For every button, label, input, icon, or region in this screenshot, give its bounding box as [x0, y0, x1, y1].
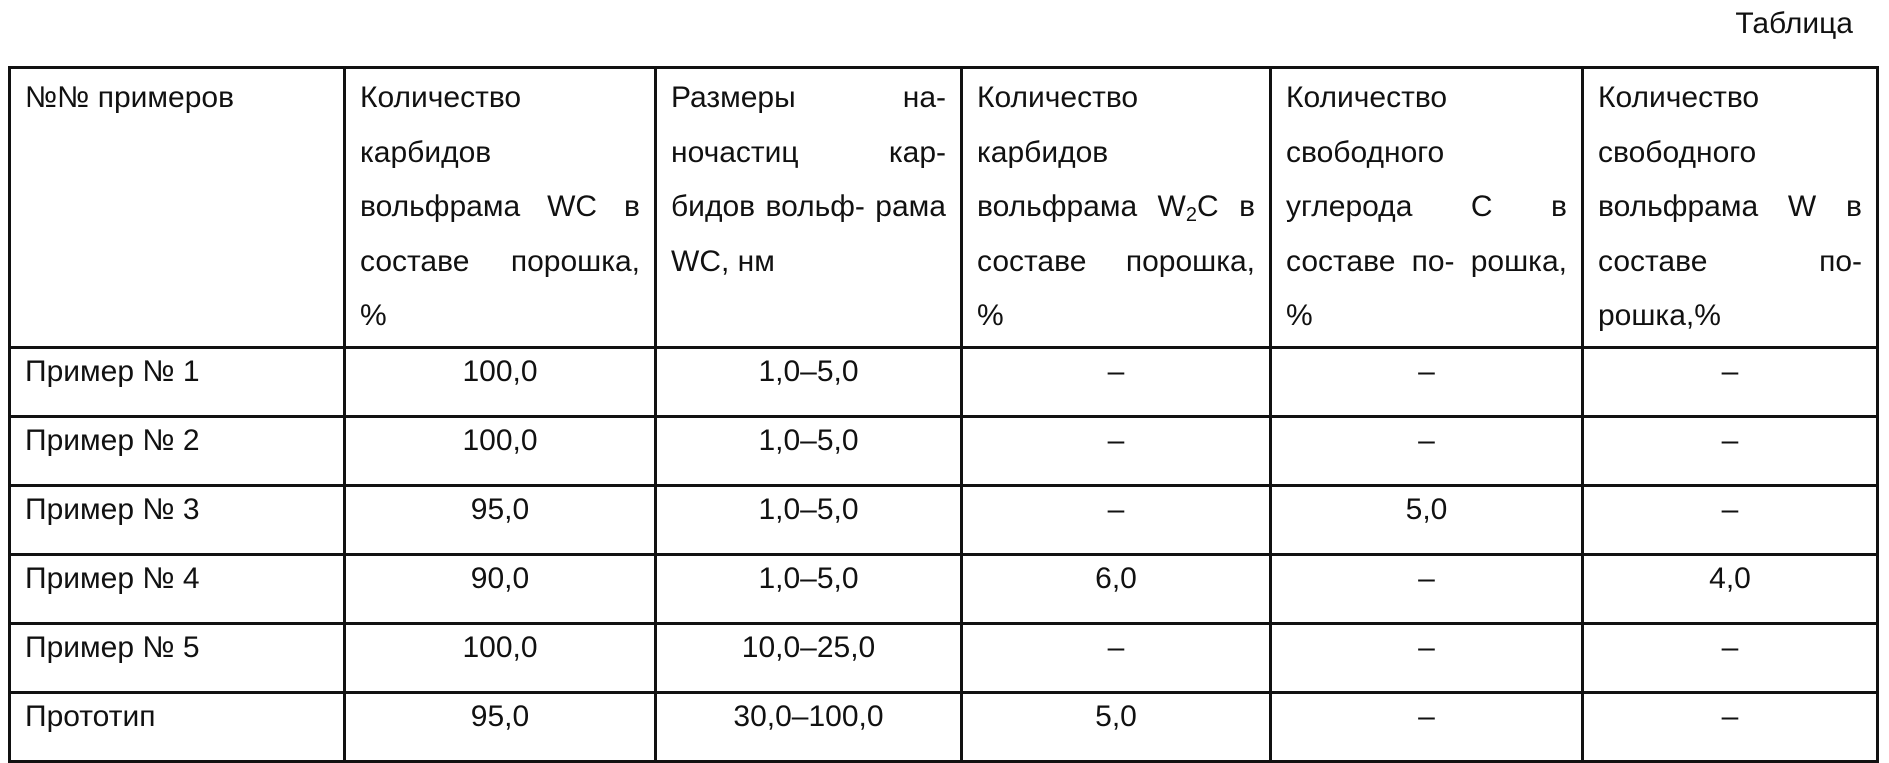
- cell-wc-amount: 100,0: [345, 347, 656, 416]
- header-w2c-text-before: Количество карбидов вольфрама W: [977, 81, 1186, 223]
- cell-w2c-amount: 5,0: [962, 692, 1271, 761]
- cell-free-carbon: –: [1271, 692, 1583, 761]
- table-row: [10, 416, 1878, 485]
- cell-free-tungsten: –: [1583, 692, 1878, 761]
- data-table: [8, 66, 1879, 763]
- header-free-carbon: Количество свободного углерода C в составе по- рошка, %: [1271, 68, 1583, 348]
- cell-wc-amount: 100,0: [345, 416, 656, 485]
- cell-w2c-amount: 6,0: [962, 554, 1271, 623]
- cell-wc-size: 1,0–5,0: [656, 416, 962, 485]
- header-wc-amount: Количество карбидов вольфрама WC в составе порошка, %: [345, 68, 656, 348]
- cell-wc-amount: 95,0: [345, 692, 656, 761]
- header-w2c-subscript: 2: [1185, 204, 1197, 226]
- row-label: Пример № 2: [10, 416, 345, 485]
- cell-free-carbon: –: [1271, 347, 1583, 416]
- header-wc-particle-size: Размеры на- ночастиц кар- бидов вольф- рама WC, нм: [656, 68, 962, 348]
- row-label: Пример № 3: [10, 485, 345, 554]
- table-caption: Таблица: [1735, 7, 1853, 40]
- header-examples: №№ примеров: [10, 68, 345, 348]
- row-label: Пример № 4: [10, 554, 345, 623]
- cell-free-carbon: –: [1271, 416, 1583, 485]
- header-w2c-amount: [962, 68, 1271, 348]
- cell-wc-amount: 90,0: [345, 554, 656, 623]
- cell-wc-size: 1,0–5,0: [656, 347, 962, 416]
- cell-wc-amount: 95,0: [345, 485, 656, 554]
- cell-free-tungsten: –: [1583, 623, 1878, 692]
- cell-wc-size: 1,0–5,0: [656, 485, 962, 554]
- cell-wc-size: 1,0–5,0: [656, 554, 962, 623]
- table-row: [10, 623, 1878, 692]
- cell-free-tungsten: –: [1583, 485, 1878, 554]
- cell-wc-size: 30,0–100,0: [656, 692, 962, 761]
- cell-free-carbon: 5,0: [1271, 485, 1583, 554]
- cell-free-tungsten: 4,0: [1583, 554, 1878, 623]
- cell-free-carbon: –: [1271, 554, 1583, 623]
- table-row: [10, 485, 1878, 554]
- table-row: [10, 347, 1878, 416]
- header-row: [10, 68, 1878, 348]
- table-row: [10, 554, 1878, 623]
- row-label: Прототип: [10, 692, 345, 761]
- cell-w2c-amount: –: [962, 485, 1271, 554]
- cell-free-carbon: –: [1271, 623, 1583, 692]
- cell-w2c-amount: –: [962, 347, 1271, 416]
- header-free-tungsten: Количество свободного вольфрама W в составе по- рошка,%: [1583, 68, 1878, 348]
- cell-w2c-amount: –: [962, 416, 1271, 485]
- cell-free-tungsten: –: [1583, 347, 1878, 416]
- cell-free-tungsten: –: [1583, 416, 1878, 485]
- header-w2c-text-after: C в составе порошка, %: [977, 190, 1255, 332]
- row-label: Пример № 5: [10, 623, 345, 692]
- cell-wc-size: 10,0–25,0: [656, 623, 962, 692]
- row-label: Пример № 1: [10, 347, 345, 416]
- cell-w2c-amount: –: [962, 623, 1271, 692]
- table-row: [10, 692, 1878, 761]
- cell-wc-amount: 100,0: [345, 623, 656, 692]
